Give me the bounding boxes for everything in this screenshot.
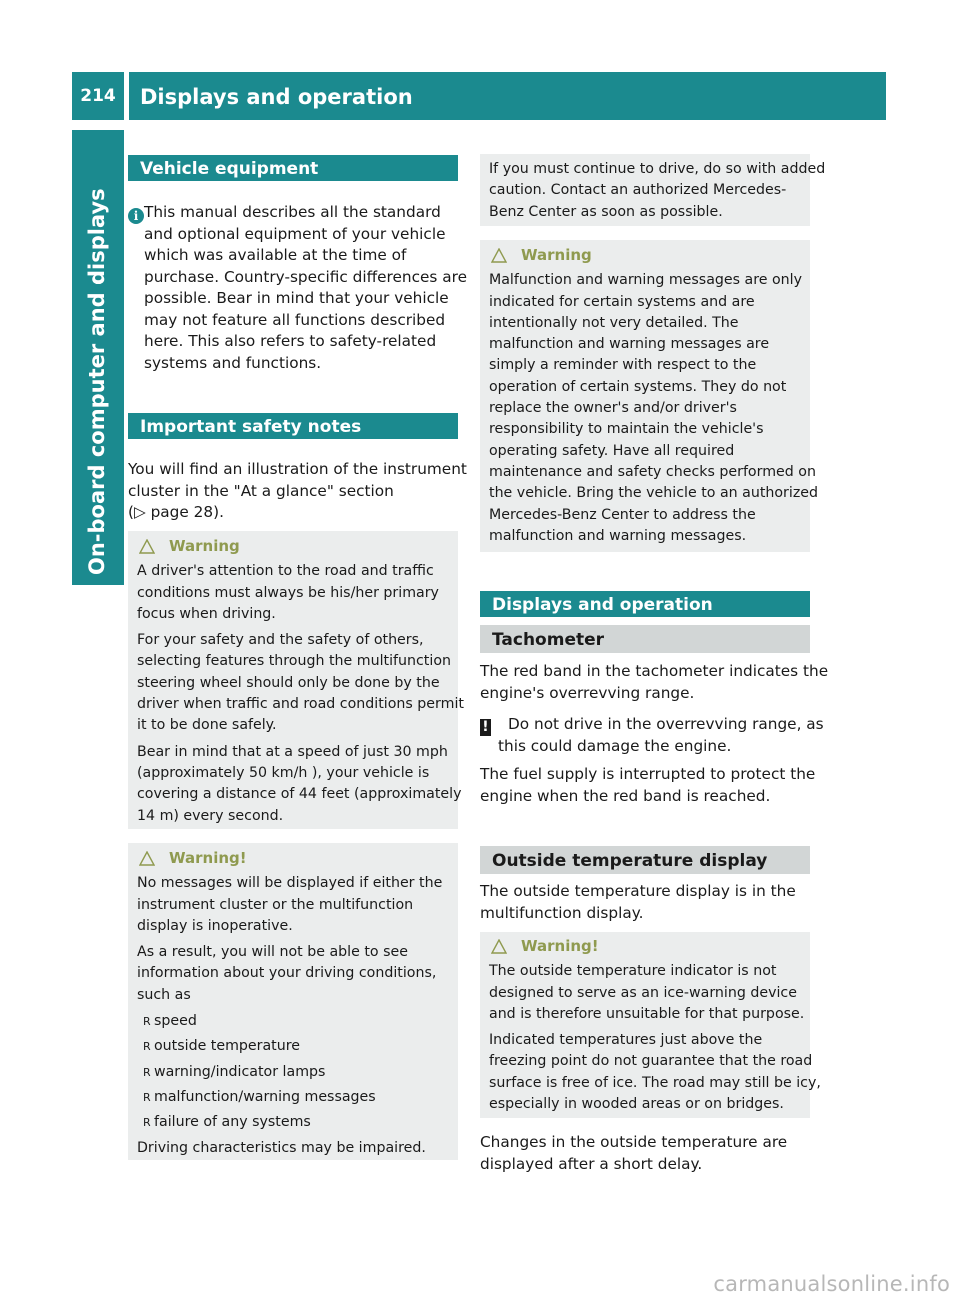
text-line: it to be done safely.	[137, 717, 277, 734]
warning-paragraph	[489, 1030, 821, 1115]
text-line: Driving characteristics may be impaired.	[137, 1139, 426, 1156]
vehicle-equipment-heading: Vehicle equipment	[128, 155, 458, 181]
list-item	[137, 1036, 452, 1057]
text-line: the vehicle. Bring the vehicle to an authorized	[489, 485, 819, 502]
text-line: Do not drive in the overrevving range, as	[508, 715, 824, 733]
warning-heading	[137, 536, 452, 557]
warning-triangle-icon	[491, 939, 507, 954]
text-line: especially in wooded areas or on bridges.	[489, 1096, 784, 1113]
side-tab-label: On-board computer and displays	[85, 188, 109, 575]
text-line: As a result, you will not be able to see	[137, 944, 408, 961]
warning-paragraph	[137, 630, 464, 736]
list-item-text: outside temperature	[154, 1038, 300, 1055]
text-line: You will find an illustration of the instrument	[128, 460, 467, 478]
text-line: engine when the red band is reached.	[480, 786, 771, 805]
warning-heading	[489, 245, 804, 266]
list-item	[137, 1087, 452, 1108]
text-line: replace the owner's and/or driver's	[489, 400, 737, 417]
text-line: This manual describes all the standard	[144, 203, 441, 221]
bullet-icon: R	[143, 1040, 151, 1054]
list-item-text: failure of any systems	[154, 1114, 311, 1131]
exclamation-icon: !	[480, 719, 491, 736]
text-line: Changes in the outside temperature are	[480, 1133, 788, 1151]
text-line: maintenance and safety checks performed on	[489, 463, 816, 480]
text-line: No messages will be displayed if either the	[137, 875, 443, 892]
text-line: and is therefore unsuitable for that purpose.	[489, 1005, 805, 1022]
text-line: malfunction and warning messages are	[489, 336, 770, 353]
tachometer-text	[480, 661, 829, 704]
text-line: operating safety. Have all required	[489, 442, 735, 459]
text-line: here. This also refers to safety-related	[144, 332, 437, 350]
warning-paragraph	[137, 942, 452, 1006]
tachometer-heading: Tachometer	[480, 625, 810, 653]
warning-heading	[137, 848, 452, 869]
text-line: A driver's attention to the road and traffic	[137, 563, 434, 580]
text-line: Bear in mind that at a speed of just 30 mph	[137, 743, 448, 760]
warning-paragraph	[137, 873, 452, 937]
text-line: selecting features through the multifunction	[137, 653, 451, 670]
text-line: simply a reminder with respect to the	[489, 357, 757, 374]
warning-paragraph	[137, 742, 462, 827]
safety-notes-heading: Important safety notes	[128, 413, 458, 439]
tachometer-note-text	[498, 714, 824, 757]
warning-box-4	[480, 932, 821, 1118]
warning-box-2	[128, 843, 458, 1160]
text-line: steering wheel should only be done by the	[137, 674, 440, 691]
warning-heading	[489, 936, 804, 957]
warning-paragraph	[137, 561, 452, 625]
text-line: and optional equipment of your vehicle	[144, 224, 446, 243]
list-item	[137, 1011, 452, 1032]
bullet-icon: R	[143, 1116, 151, 1130]
warning-title: Warning	[521, 246, 592, 264]
safety-notes-text	[128, 459, 467, 524]
text-line: operation of certain systems. They do not	[489, 378, 787, 395]
text-line: engine's overrevving range.	[480, 683, 695, 702]
text-line: malfunction and warning messages.	[489, 527, 747, 544]
text-line: this could damage the engine.	[498, 736, 732, 755]
text-line: (approximately 50 km/h ), your vehicle is	[137, 764, 430, 781]
warning-paragraph	[137, 1138, 452, 1159]
outside-temp-text	[480, 1132, 815, 1175]
warning-title: Warning!	[169, 849, 247, 867]
warning-paragraph	[489, 961, 804, 1025]
text-line: focus when driving.	[137, 605, 276, 622]
text-line: Mercedes-Benz Center to address the	[489, 506, 756, 523]
header-divider	[124, 72, 129, 120]
bullet-icon: R	[143, 1015, 151, 1029]
warning-triangle-icon	[139, 539, 155, 554]
text-line: covering a distance of 44 feet (approximately	[137, 786, 462, 803]
bullet-list	[137, 1011, 452, 1133]
text-line: The outside temperature indicator is not	[489, 963, 777, 980]
text-line: purchase. Country-specific differences are	[144, 267, 467, 286]
text-line: The red band in the tachometer indicates the	[480, 662, 829, 680]
warning-title: Warning!	[521, 937, 599, 955]
page-title: Displays and operation	[140, 85, 413, 109]
warning-paragraph	[489, 270, 819, 547]
outside-temp-heading: Outside temperature display	[480, 846, 810, 874]
text-line: The outside temperature display is in the	[480, 882, 796, 900]
text-line: If you must continue to drive, do so with added	[489, 161, 826, 177]
warning-box-3	[480, 240, 819, 552]
text-line: Malfunction and warning messages are only	[489, 272, 802, 289]
text-line: responsibility to maintain the vehicle's	[489, 421, 764, 438]
list-item	[137, 1112, 452, 1133]
text-line: multifunction display.	[480, 903, 644, 922]
text-line: indicated for certain systems and are	[489, 293, 755, 310]
watermark: carmanualsonline.info	[713, 1272, 950, 1296]
text-line: such as	[137, 986, 191, 1003]
text-line: surface is free of ice. The road may still be icy,	[489, 1074, 821, 1091]
list-item-text: warning/indicator lamps	[154, 1063, 326, 1080]
text-line: instrument cluster or the multifunction	[137, 896, 414, 913]
text-line: (▷ page 28).	[128, 503, 224, 521]
text-line: 14 m) every second.	[137, 807, 284, 824]
text-line: cluster in the "At a glance" section	[128, 481, 394, 500]
info-icon: i	[128, 208, 144, 224]
text-line: conditions must always be his/her primary	[137, 584, 439, 601]
text-line: The fuel supply is interrupted to protect the	[480, 765, 816, 783]
vehicle-equipment-lines	[128, 202, 467, 374]
warning-box-1	[128, 531, 464, 829]
text-line: which was available at the time of	[144, 246, 407, 264]
list-item-text: speed	[154, 1013, 197, 1030]
text-line: possible. Bear in mind that your vehicle	[144, 289, 449, 307]
text-line: For your safety and the safety of others,	[137, 632, 424, 649]
text-line: freezing point do not guarantee that the road	[489, 1053, 813, 1070]
text-line: designed to serve as an ice-warning device	[489, 984, 797, 1001]
warning-triangle-icon	[139, 851, 155, 866]
text-line: intentionally not very detailed. The	[489, 314, 739, 331]
warning-title: Warning	[169, 537, 240, 555]
text-line: Benz Center as soon as possible.	[489, 203, 723, 220]
displays-heading: Displays and operation	[480, 591, 810, 617]
text-line: display is inoperative.	[137, 917, 293, 934]
bullet-icon: R	[143, 1065, 151, 1079]
list-item-text: malfunction/warning messages	[154, 1088, 376, 1105]
page-number: 214	[80, 86, 116, 106]
text-line: caution. Contact an authorized Mercedes-	[489, 182, 787, 199]
bullet-icon: R	[143, 1090, 151, 1104]
vehicle-equipment-text	[128, 202, 467, 374]
text-line: Indicated temperatures just above the	[489, 1032, 763, 1049]
text-line: driver when traffic and road conditions permit	[137, 696, 464, 713]
caution-box	[480, 154, 826, 226]
outside-temp-text	[480, 881, 815, 924]
text-line: information about your driving conditions,	[137, 965, 437, 982]
text-line: displayed after a short delay.	[480, 1154, 703, 1173]
text-line: systems and functions.	[144, 353, 322, 372]
list-item	[137, 1062, 452, 1083]
warning-triangle-icon	[491, 248, 507, 263]
tachometer-note	[480, 714, 824, 757]
text-line: may not feature all functions described	[144, 310, 446, 329]
tachometer-text	[480, 764, 815, 807]
